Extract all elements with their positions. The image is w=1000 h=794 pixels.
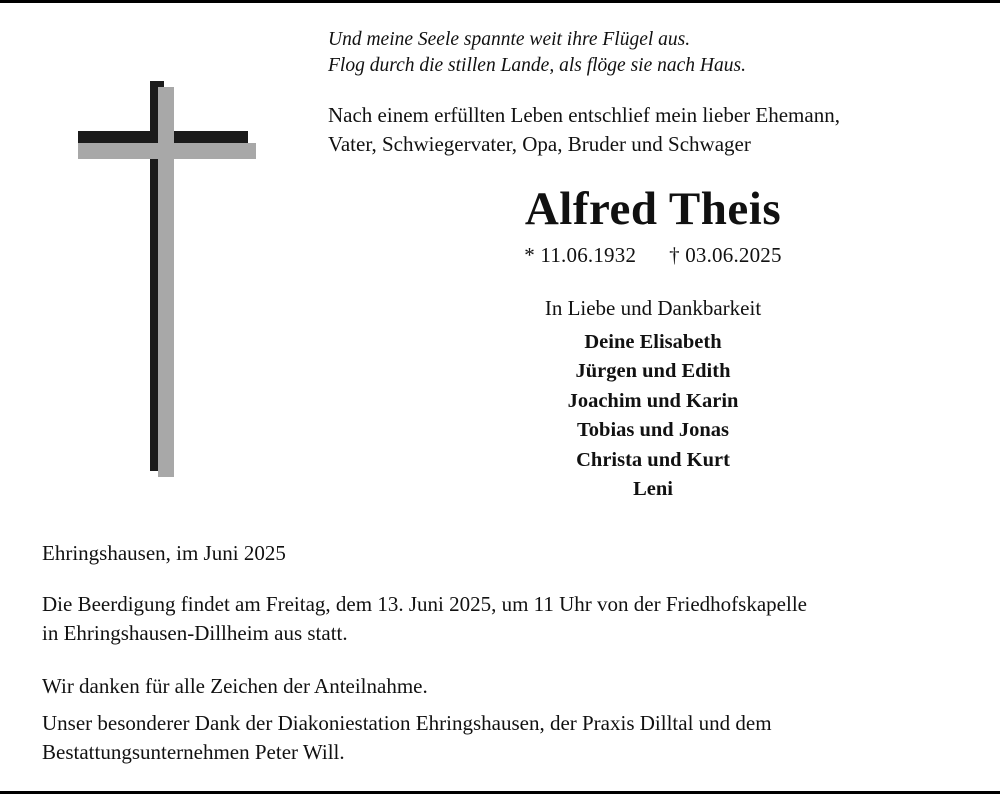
family-list: [328, 328, 978, 505]
life-dates: [328, 243, 978, 268]
death-date: † 03.06.2025: [669, 243, 782, 267]
funeral-line-2: in Ehringshausen-Dillheim aus statt.: [42, 621, 348, 645]
intro-line-1: Nach einem erfüllten Leben entschlief mein lieber Ehemann,: [328, 103, 840, 127]
family-member: Deine Elisabeth: [584, 330, 722, 353]
verse-line-1: Und meine Seele spannte weit ihre Flügel aus.: [328, 29, 691, 50]
notice-main-column: [328, 27, 978, 505]
special-thanks: [42, 709, 972, 767]
intro-block: [328, 101, 978, 159]
deceased-name: Alfred Theis: [524, 183, 782, 235]
cross-icon: [72, 81, 262, 481]
verse-block: [328, 27, 978, 79]
gratitude-line: In Liebe und Dankbarkeit: [544, 296, 762, 320]
thanks-line: Wir danken für alle Zeichen der Anteilnahme.: [42, 674, 428, 698]
notice-footer: [42, 539, 972, 767]
special-thanks-line-1: Unser besonderer Dank der Diakoniestation Ehringshausen, der Praxis Dilltal und dem: [42, 711, 772, 735]
funeral-line-1: Die Beerdigung findet am Freitag, dem 13. Juni 2025, um 11 Uhr von der Friedhofskapelle: [42, 592, 807, 616]
place-and-date: Ehringshausen, im Juni 2025: [42, 541, 286, 565]
special-thanks-line-2: Bestattungsunternehmen Peter Will.: [42, 740, 345, 764]
verse-line-2: Flog durch die stillen Lande, als flöge sie nach Haus.: [328, 55, 746, 76]
birth-date: * 11.06.1932: [524, 243, 637, 267]
family-member: Christa und Kurt: [576, 448, 730, 471]
cross-horizontal-bar: [78, 143, 256, 159]
family-member: Joachim und Karin: [567, 389, 739, 412]
funeral-details: [42, 590, 972, 648]
family-member: Tobias und Jonas: [577, 419, 729, 441]
intro-line-2: Vater, Schwiegervater, Opa, Bruder und Schwager: [328, 132, 751, 156]
family-member: Jürgen und Edith: [575, 360, 731, 382]
family-member: Leni: [633, 478, 673, 500]
